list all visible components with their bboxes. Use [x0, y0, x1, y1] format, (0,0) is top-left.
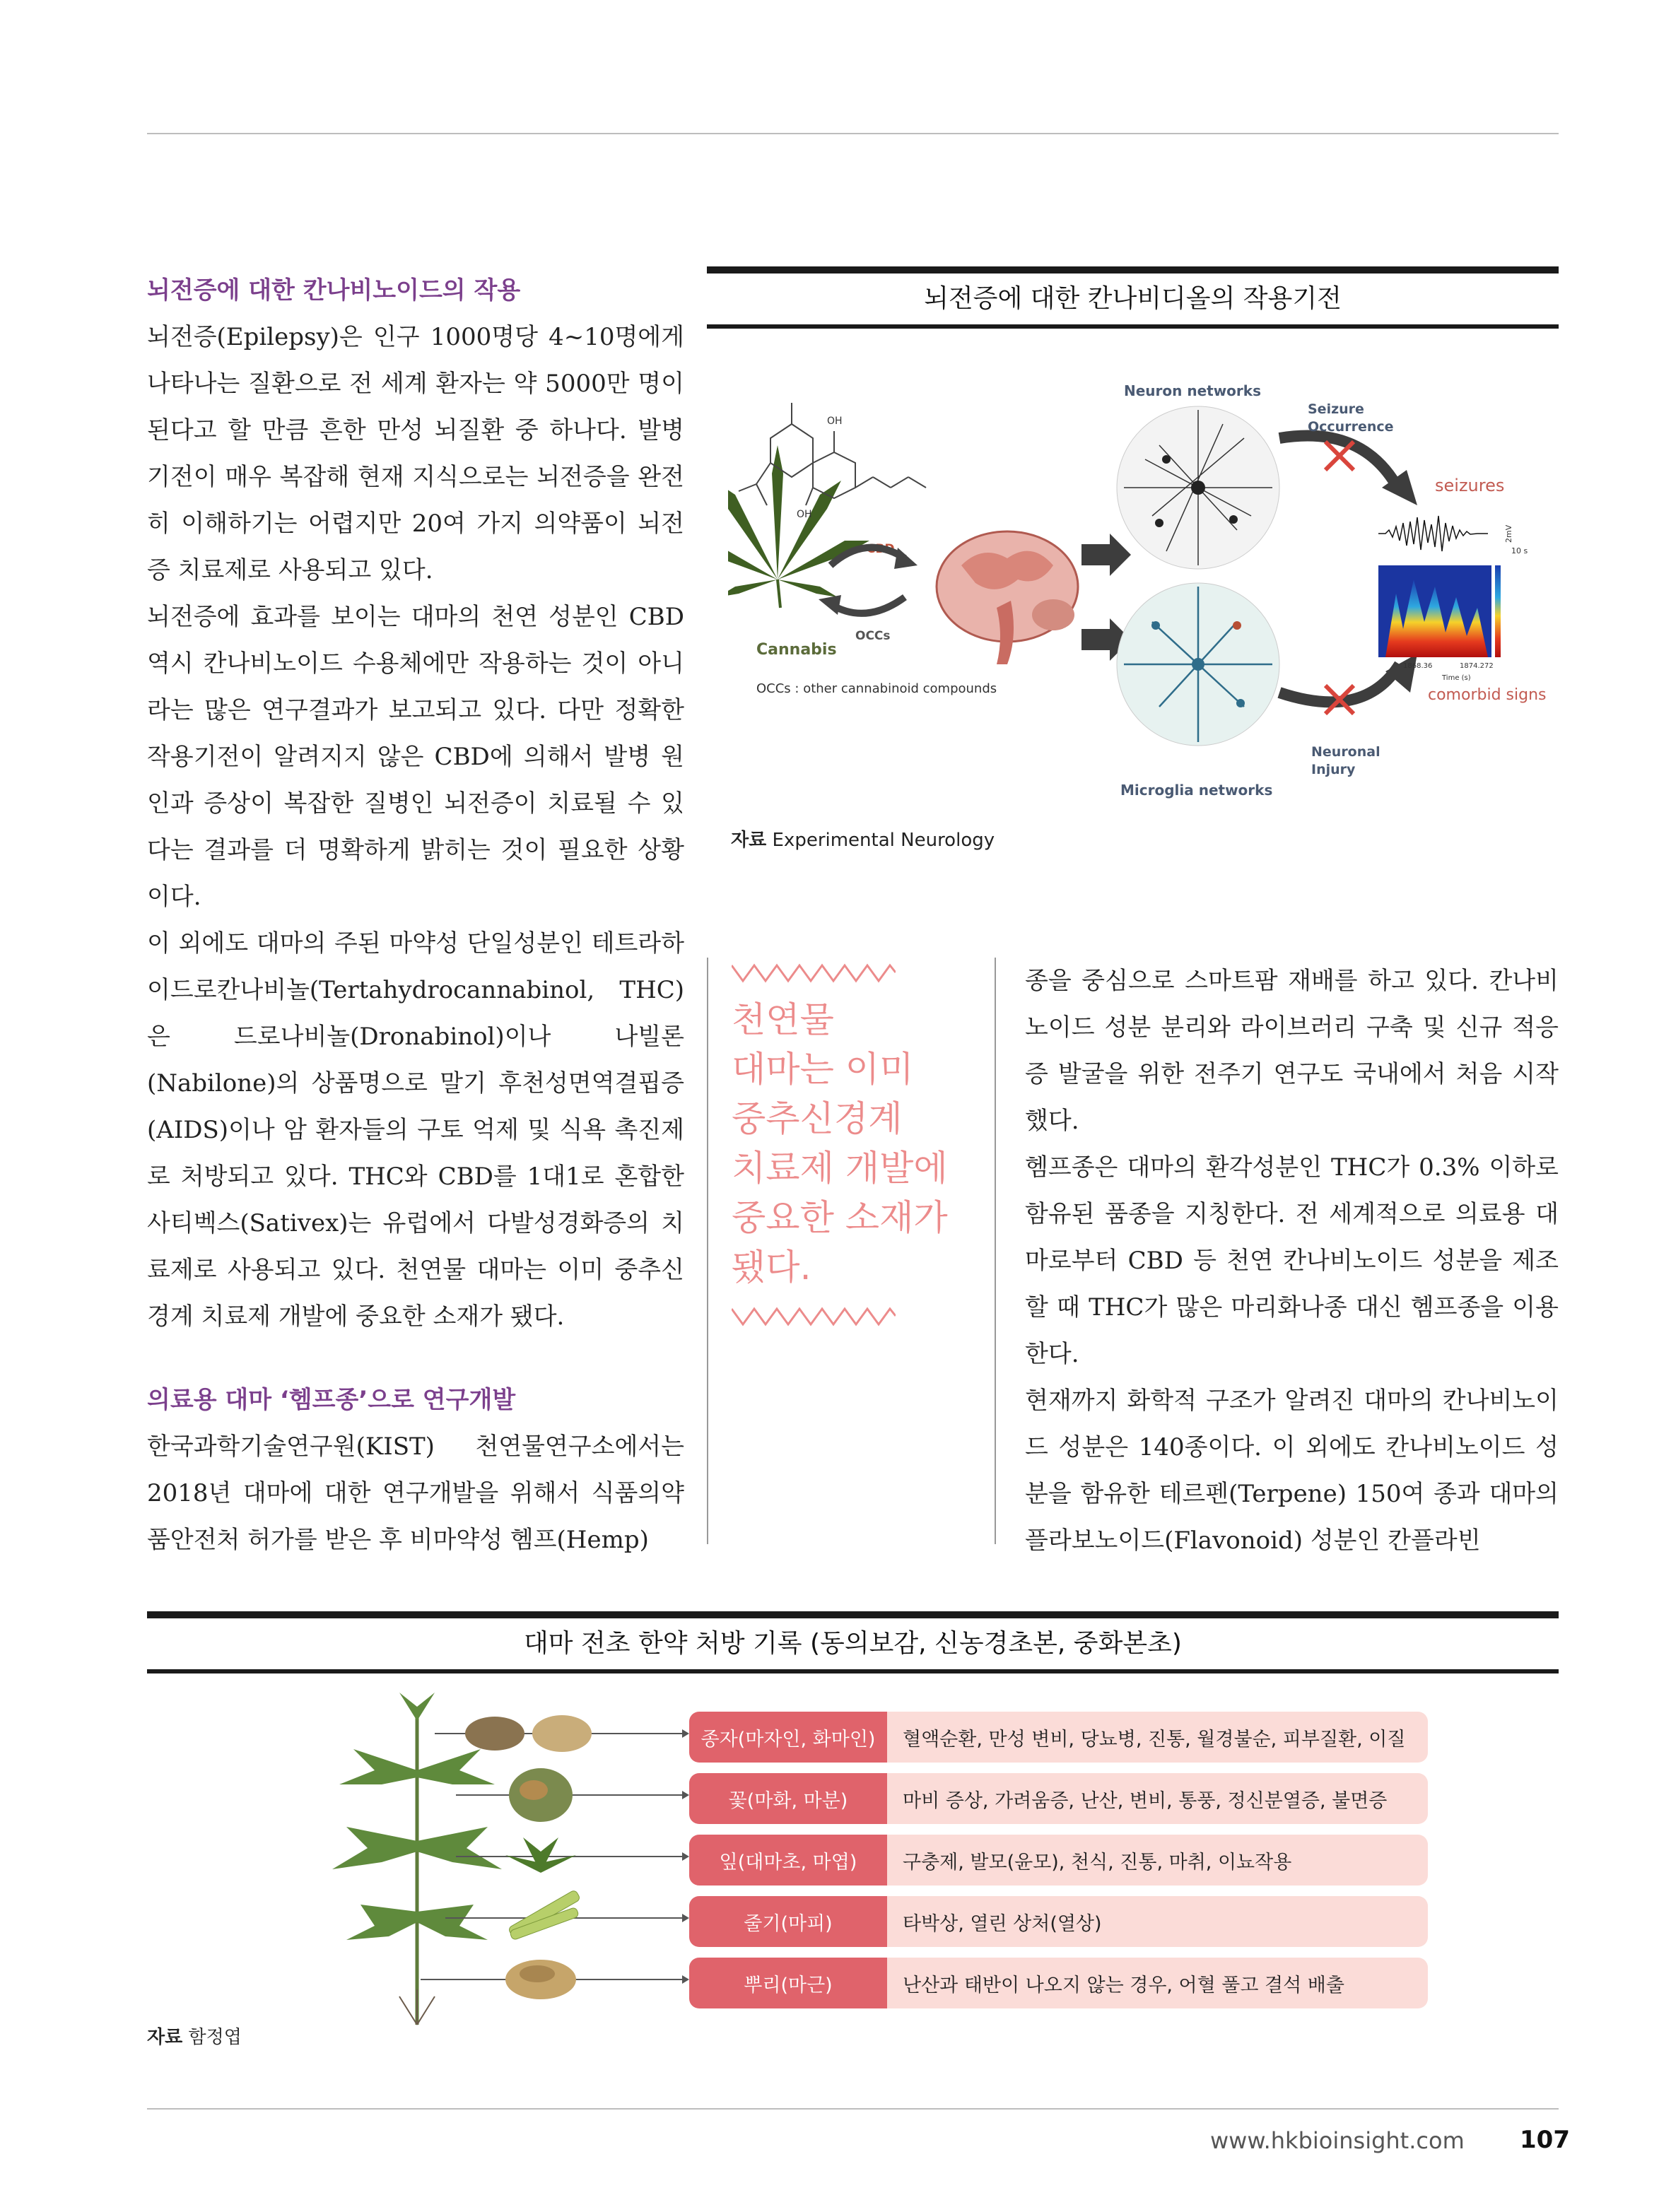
microglia-networks-label: Microglia networks: [1120, 782, 1273, 799]
flower-icon: [509, 1768, 573, 1822]
neuronal-injury-label: Neuronal: [1311, 744, 1380, 760]
row-value: 타박상, 열린 상처(열상): [887, 1896, 1428, 1947]
occs-note: OCCs : other cannabinoid compounds: [756, 681, 997, 696]
row-label: 꽃(마화, 마분): [689, 1773, 887, 1824]
paragraph: 현재까지 화학적 구조가 알려진 대마의 칸나비노이드 성분은 140종이다. 이 외에도 칸나비노이드 성분을 함유한 테르펜(Terpene) 150여 종과 대마의 플라보노이드(Flavonoid) 성분인 칸플라빈: [1025, 1387, 1559, 1555]
right-column: [1025, 958, 1559, 1564]
page-number: 107: [1520, 2126, 1570, 2154]
source-label: 자료: [147, 2027, 183, 2048]
table-row: [689, 1835, 1428, 1886]
eeg-trace: [1378, 516, 1488, 551]
scale-voltage: 2mV: [1504, 524, 1513, 543]
oh-label: OH: [797, 509, 812, 520]
table-row: [689, 1712, 1428, 1763]
table-source: [147, 2023, 242, 2049]
arrow-icon: [1279, 664, 1400, 702]
figure-title: 뇌전증에 대한 칸나비디올의 작용기전: [924, 284, 1342, 313]
paragraph: 종을 중심으로 스마트팜 재배를 하고 있다. 칸나비노이드 성분 분리와 라이브러리 구축 및 신규 적응증 발굴을 위한 전주기 연구도 국내에서 처음 시작했다.: [1025, 967, 1559, 1135]
neuron-network-icon: [1117, 406, 1279, 569]
paragraph: 뇌전증에 효과를 보이는 대마의 천연 성분인 CBD 역시 칸나비노이드 수용체에만 작용하는 것이 아니라는 많은 연구결과가 보고되고 있다. 다만 정확한 작용기전이 알려지지 않은 CBD에 의해서 발병 원인과 증상이 복잡한 질병인 뇌전증이 치료될 수 있다는 결과를 더 명확하게 밝히는 것이 필요한 상황이다.: [147, 603, 684, 911]
top-rule: [147, 133, 1559, 134]
seizure-occurrence-label: Seizure: [1308, 401, 1364, 417]
source-text: Experimental Neurology: [772, 830, 995, 851]
table-rows: [689, 1712, 1428, 2019]
time-tick: 1874.272: [1460, 662, 1494, 670]
cycle-arrows-icon: [831, 548, 905, 613]
paragraph: 헴프종은 대마의 환각성분인 THC가 0.3% 이하로 함유된 품종을 지칭한다. 전 세계적으로 의료용 대마로부터 CBD 등 천연 칸나비노이드 성분을 제조할 때 THC가 많은 마리화나종 대신 헴프종을 이용한다.: [1025, 1153, 1559, 1368]
figure-source: [731, 825, 995, 852]
cannabis-label: Cannabis: [756, 641, 837, 659]
table-row: [689, 1958, 1428, 2008]
hemp-plant-illustration: [332, 1693, 689, 2032]
bottom-rule: [147, 2108, 1559, 2110]
section-heading-hemp: 의료용 대마 ‘헴프종’으로 연구개발: [147, 1386, 516, 1414]
left-column: [147, 267, 684, 1563]
time-axis-label: Time (s): [1442, 674, 1471, 682]
row-label: 종자(마자인, 화마인): [689, 1712, 887, 1763]
zigzag-ornament: [732, 1306, 896, 1327]
footer-url[interactable]: www.hkbioinsight.com: [1210, 2127, 1465, 2154]
leaf-icon: [505, 1837, 576, 1873]
seizures-label: seizures: [1435, 476, 1505, 495]
row-value: 구충제, 발모(윤모), 천식, 진통, 마취, 이뇨작용: [887, 1835, 1428, 1886]
mechanism-illustration: [728, 353, 1559, 806]
paragraph: 이 외에도 대마의 주된 마약성 단일성분인 테트라하이드로칸나비놀(Tertahydrocannabinol, THC)은 드로나비놀(Dronabinol)이나 나빌론(Nabilone)의 상품명으로 말기 후천성면역결핍증(AIDS)이나 암 환자들의 구토 억제 및 식욕 촉진제로 처방되고 있다. THC와 CBD를 1대1로 혼합한 사티벡스(Sativex)는 유럽에서 다발성경화증의 치료제로 사용되고 있다. 천연물 대마는 이미 중추신경계 치료제 개발에 중요한 소재가 됐다.: [147, 929, 684, 1331]
column-divider: [707, 958, 708, 1544]
cannabis-leaf-icon: [728, 445, 869, 608]
row-value: 혈액순환, 만성 변비, 당뇨병, 진통, 월경불순, 피부질환, 이질: [887, 1712, 1428, 1763]
seizure-occurrence-label: Occurrence: [1308, 419, 1394, 435]
root-icon: [505, 1960, 576, 1999]
pull-quote: [732, 963, 972, 1327]
row-label: 뿌리(마근): [689, 1958, 887, 2008]
prescription-table: [147, 1611, 1559, 1673]
table-row: [689, 1896, 1428, 1947]
paragraph: 뇌전증(Epilepsy)은 인구 1000명당 4~10명에게 나타나는 질환으로 전 세계 환자는 약 5000만 명이 된다고 할 만큼 흔한 만성 뇌질환 중 하나다. 발병 기전이 매우 복잡해 현재 지식으로는 뇌전증을 완전히 이해하기는 어렵지만 20여 가지 의약품이 뇌전증 치료제로 사용되고 있다.: [147, 323, 684, 584]
table-title: 대마 전초 한약 처방 기록 (동의보감, 신농경초본, 중화본초): [524, 1629, 1182, 1658]
arrow-icon: [1081, 534, 1131, 576]
section-heading-epilepsy: 뇌전증에 대한 칸나비노이드의 작용: [147, 276, 521, 305]
row-value: 난산과 태반이 나오지 않는 경우, 어혈 풀고 결석 배출: [887, 1958, 1428, 2008]
row-label: 잎(대마초, 마엽): [689, 1835, 887, 1886]
time-tick: 1868.36: [1403, 662, 1433, 670]
oh-label: OH: [827, 416, 843, 427]
arrow-icon: [1279, 436, 1400, 491]
table-row: [689, 1773, 1428, 1824]
stem-icon: [508, 1890, 580, 1941]
pull-quote-text: 천연물 대마는 이미 중추신경계 치료제 개발에 중요한 소재가 됐다.: [732, 999, 948, 1288]
column-divider: [995, 958, 996, 1544]
source-label: 자료: [731, 830, 767, 851]
source-text: 함정엽: [188, 2027, 242, 2048]
row-label: 줄기(마피): [689, 1896, 887, 1947]
neuronal-injury-label: Injury: [1311, 762, 1356, 777]
figure-box: [707, 266, 1559, 329]
microglia-network-icon: [1117, 583, 1279, 746]
brain-icon: [937, 531, 1078, 664]
paragraph: 한국과학기술연구원(KIST) 천연물연구소에서는 2018년 대마에 대한 연구개발을 위해서 식품의약품안전처 허가를 받은 후 비마약성 헴프(Hemp): [147, 1432, 684, 1554]
scale-time: 10 s: [1511, 546, 1528, 555]
comorbid-signs-label: comorbid signs: [1428, 686, 1547, 704]
neuron-networks-label: Neuron networks: [1124, 382, 1261, 399]
occs-label: OCCs: [855, 629, 891, 643]
row-value: 마비 증상, 가려움증, 난산, 변비, 통풍, 정신분열증, 불면증: [887, 1773, 1428, 1824]
blocked-x-icon: [1325, 442, 1354, 714]
zigzag-ornament: [732, 963, 896, 984]
cbd-label: CBD: [867, 542, 895, 556]
